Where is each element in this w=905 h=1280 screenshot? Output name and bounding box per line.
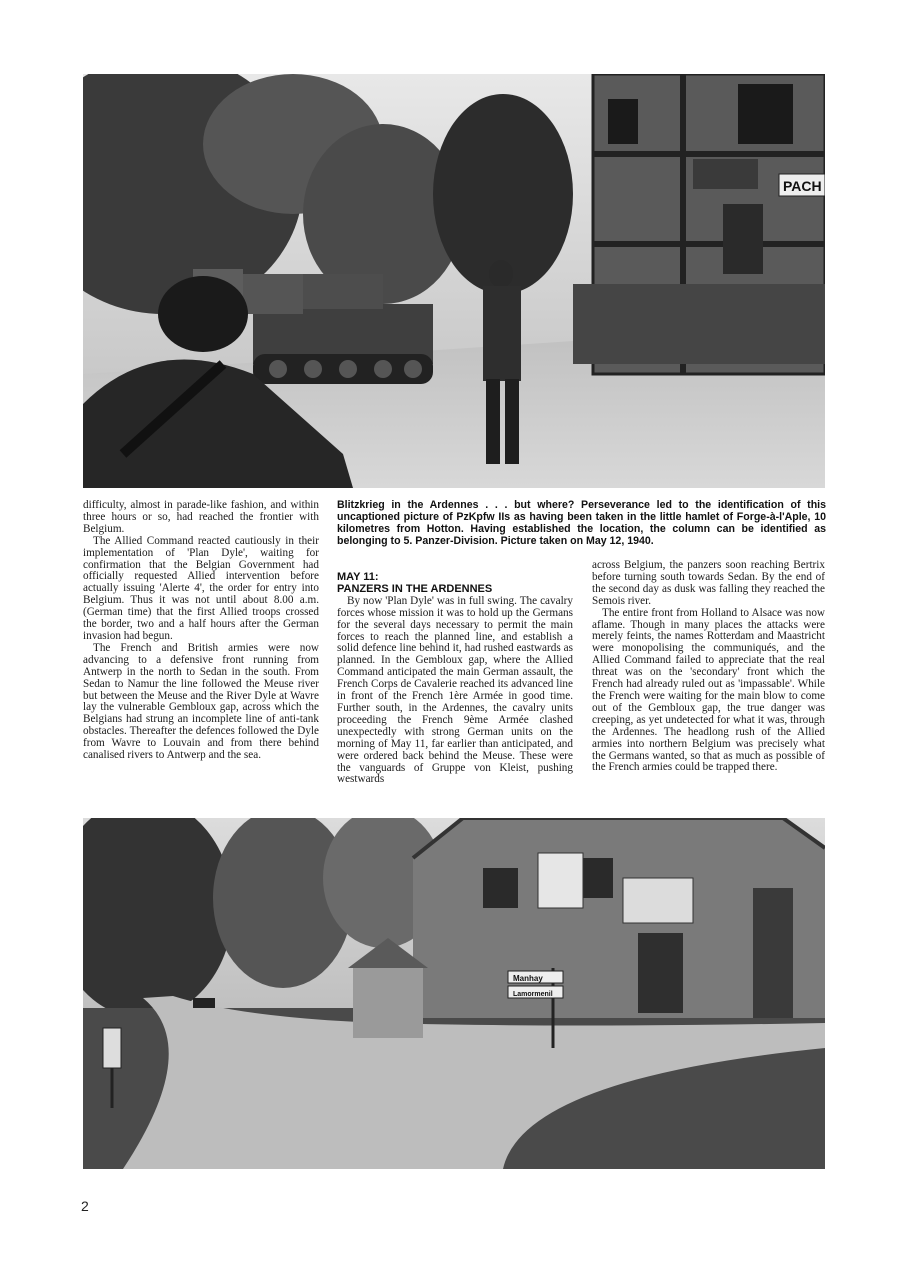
paragraph: The entire front from Holland to Alsace was now aflame. Though in many places the attacks were merely feints, the names Rotterdam and Maastricht were monopolising the communiqués, and the Allied Command failed to appreciate that the real threat was on the 'secondary' front which the French had already ruled out as 'impassable'. While the French were waiting for the main blow to come out of the Gembloux gap, the true danger was creeping, as yet undetected for what it was, through the Ardennes. The headlong rush of the Allied armies into northern Belgium was precisely what the Germans wanted, so that as much as possible of the French armies could be trapped there. <box>592 606 825 774</box>
right-text-column <box>592 560 825 774</box>
photo-caption: Blitzkrieg in the Ardennes . . . but where? Perseverance led to the identification of this uncaptioned picture of PzKpfw IIs as having been taken in the little hamlet of Forge-à-l'Aple, 10 kilometres from Hotton. Having established the location, the column can be identified as belonging to 5. Panzer-Division. Picture taken on May 12, 1940. <box>337 499 826 547</box>
paragraph: The French and British armies were now advancing to a defensive front running from Antwerp in the north to Sedan in the south. From Sedan to Namur the line followed the Meuse river but between the Meuse and the River Dyle at Wavre lay the vulnerable Gembloux gap, across which the Belgians had strung an incomplete line of anti-tank obstacles. Thereafter the defences followed the Dyle from Wavre to Louvain and from there behind canalised rivers to Antwerp and the sea. <box>83 641 319 762</box>
shop-sign: PACH <box>783 178 822 194</box>
paragraph: across Belgium, the panzers soon reaching Bertrix before turning south towards Sedan. By the end of the second day as dusk was falling they reached the Semois river. <box>592 559 825 607</box>
paragraph: difficulty, almost in parade-like fashion, and within three hours or so, had reached the frontier with Belgium. <box>83 499 319 535</box>
present-day-photo <box>83 818 825 1169</box>
section-heading-title: PANZERS IN THE ARDENNES <box>337 582 493 595</box>
middle-text-column <box>337 572 573 786</box>
page-number: 2 <box>81 1198 89 1214</box>
wartime-photo-illustration <box>83 74 825 488</box>
section-heading-date: MAY 11: <box>337 571 379 583</box>
present-day-photo-illustration <box>83 818 825 1169</box>
wartime-photo <box>83 74 825 488</box>
left-text-column <box>83 500 319 762</box>
paragraph: The Allied Command reacted cautiously in their implementation of 'Plan Dyle', waiting for confirmation that the Belgian Government had officially requested Allied intervention before actually issuing 'Alerte 4', the order for entry into Belgium. Thus it was not until about 8.00 a.m. (German time) that the first Allied troops crossed the border, two and a half hours after the German invasion had begun. <box>83 534 319 642</box>
paragraph: By now 'Plan Dyle' was in full swing. The cavalry forces whose mission it was to hold up the Germans for the several days necessary to permit the main forces to reach the planned line, and establish a solid defence line behind it, had rushed eastwards as planned. In the Gembloux gap, where the Allied Command anticipated the main German assault, the French Corps de Cavalerie reached its advanced line in front of the French 1ère Armée in good time. Further south, in the Ardennes, the cavalry units proceeding the French 9ème Armée clashed unexpectedly with strong German units on the morning of May 11, far earlier than anticipated, and were ordered back behind the Meuse. These were the vanguards of Gruppe von Kleist, pushing westwards <box>337 594 573 786</box>
road-sign-lamormenil: Lamormenil <box>513 991 553 998</box>
road-sign-manhay: Manhay <box>513 974 543 983</box>
